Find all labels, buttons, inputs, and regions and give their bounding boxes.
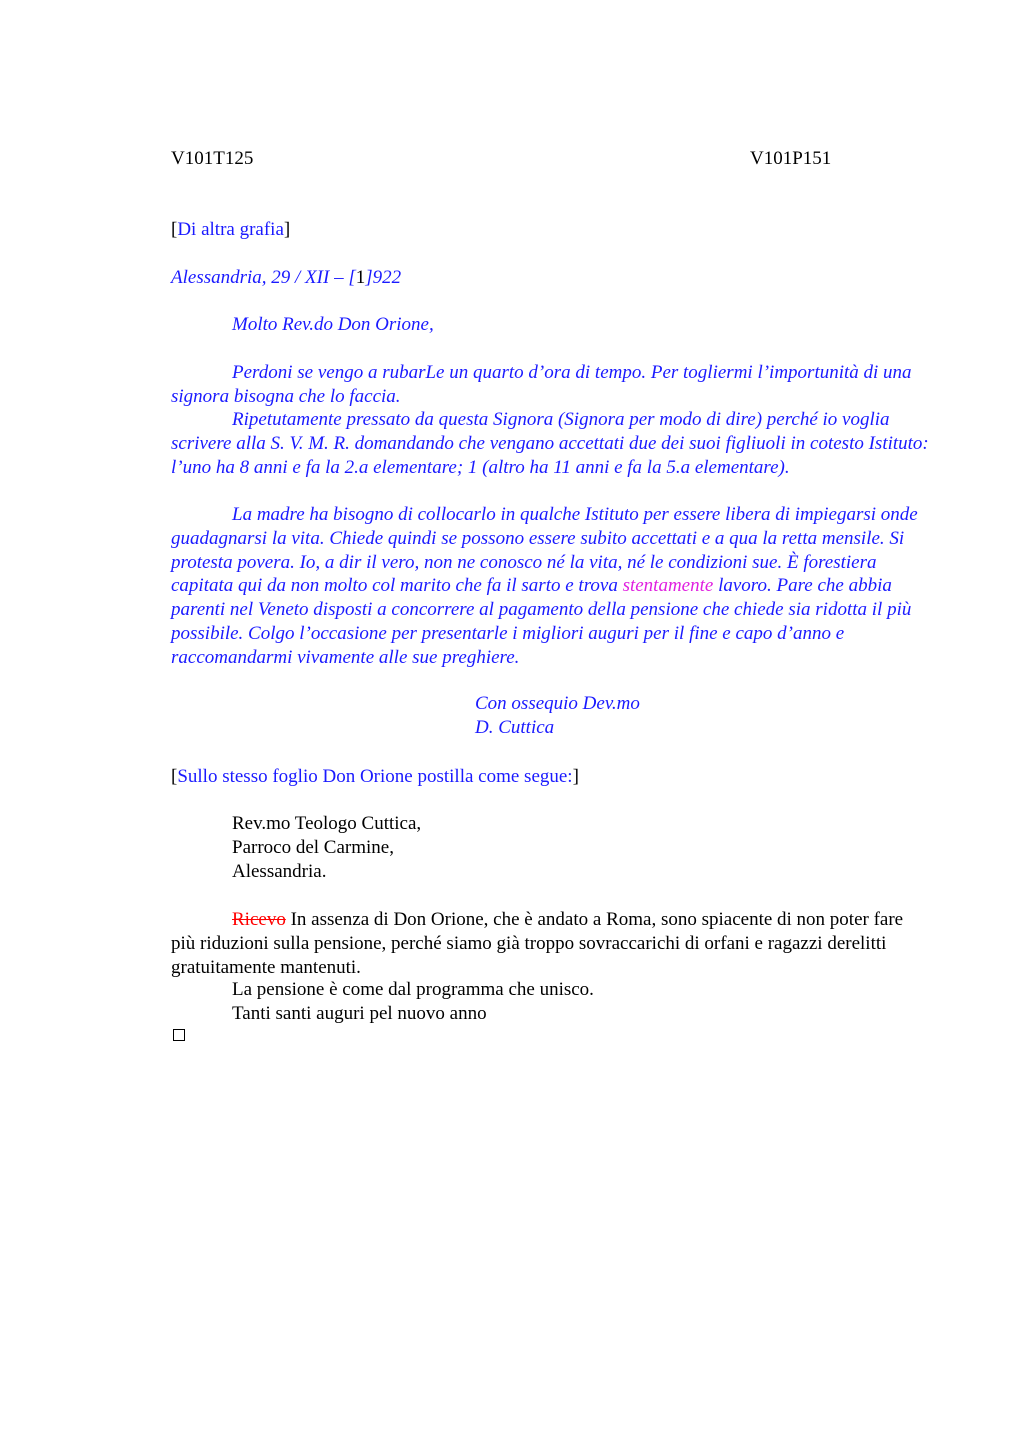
letter-paragraph-3 <box>171 503 931 670</box>
editorial-note-2 <box>171 766 579 788</box>
reply-address-line-2: Parroco del Carmine, <box>232 837 394 858</box>
letter-closing: Con ossequio Dev.mo <box>475 693 640 714</box>
letter-salutation: Molto Rev.do Don Orione, <box>232 314 434 335</box>
editorial-note-1 <box>171 219 290 241</box>
letter-paragraph-2: Ripetutamente pressato da questa Signora (Signora per modo di dire) perché io voglia scrivere alla S. V. M. R. domandando che vengano accettati due dei suoi figliuoli in cotesto Istituto: l’uno ha 8 anni e fa la 2.a elementare; 1 (altro ha 11 anni e fa la 5.a elementare). <box>171 409 929 478</box>
reply-paragraph-2: La pensione è come dal programma che unisco. <box>232 979 594 1000</box>
reply-paragraph-1 <box>171 908 931 979</box>
struck-word: Ricevo <box>232 909 286 930</box>
reply-address-line-3: Alessandria. <box>232 861 327 882</box>
bracket-close: ] <box>283 219 291 240</box>
end-marker-box-icon <box>173 1029 185 1041</box>
header-left-code: V101T125 <box>171 148 254 169</box>
letter-signature: D. Cuttica <box>475 717 555 738</box>
header-right-code: V101P151 <box>750 148 832 169</box>
date-bracket-number: 1 <box>355 267 366 288</box>
editorial-note-1-text: Di altra grafia <box>177 219 284 240</box>
bracket-open: [ <box>171 219 178 240</box>
date-prefix: Alessandria, 29 / XII – [ <box>171 267 356 288</box>
letter-paragraph-1: Perdoni se vengo a rubarLe un quarto d’ora di tempo. Per togliermi l’importunità di una signora bisogna che lo faccia. <box>171 362 912 407</box>
letter-date <box>171 267 401 289</box>
reply-address-line-1: Rev.mo Teologo Cuttica, <box>232 813 422 834</box>
editorial-note-2-text: Sullo stesso foglio Don Orione postilla come segue: <box>177 766 573 787</box>
paragraph-3-text-a: La madre ha bisogno di collocarlo in qualche Istituto per essere libera di impiegarsi onde guadagnarsi la vita. Chiede quindi se possono essere subito accettati e a qua la retta mensile. Si protesta povera. Io, a dir il vero, non ne conosco né la vita, né le condizioni sue. È forestiera capitata qui da non molto col marito che fa il sarto e trova <box>171 504 918 597</box>
reply-paragraph-3: Tanti santi auguri pel nuovo anno <box>232 1003 487 1024</box>
bracket-open: [ <box>171 766 178 787</box>
bracket-close: ] <box>572 766 579 787</box>
date-suffix: ]922 <box>365 267 402 288</box>
reply-paragraph-1-text: In assenza di Don Orione, che è andato a Roma, sono spiacente di non poter fare più riduzioni sulla pensione, perché siamo già troppo sovraccarichi di orfani e ragazzi derelitti gratuitamente mantenuti. <box>171 909 904 978</box>
paragraph-3-text-b: lavoro. Pare che abbia parenti nel Veneto disposti a concorrere al pagamento della pensione che chiede sia ridotta il più possibile. Colgo l’occasione per presentarle i migliori auguri per il fine e capo d’anno e raccomandarmi vivamente alle sue preghiere. <box>171 575 912 668</box>
highlighted-word: stentamente <box>622 575 714 597</box>
